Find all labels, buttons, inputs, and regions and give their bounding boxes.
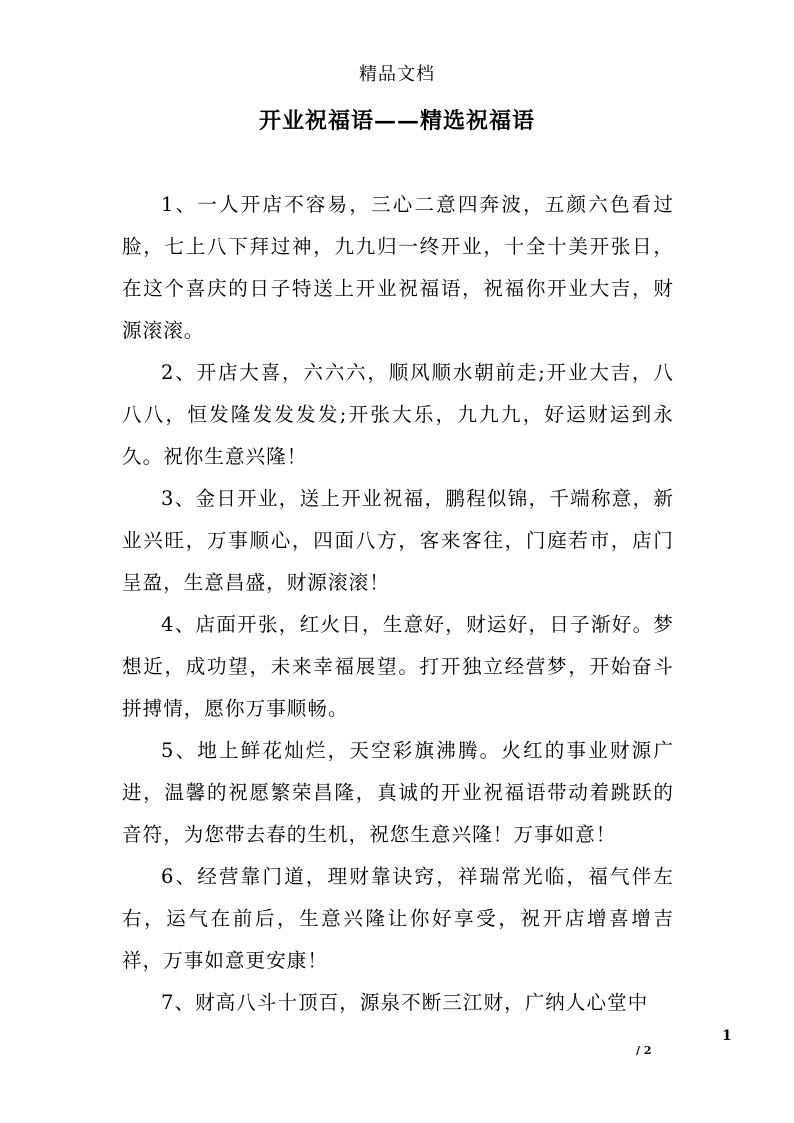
- paragraph-4: 4、店面开张，红火日，生意好，财运好，日子渐好。梦想近，成功望，未来幸福展望。打开独立经营梦，开始奋斗拼搏情，愿你万事顺畅。: [122, 613, 674, 720]
- page-total: / 2: [636, 1044, 652, 1057]
- document-body: [122, 184, 674, 1024]
- paragraph-1: 1、一人开店不容易，三心二意四奔波，五颜六色看过脸，七上八下拜过神，九九归一终开业，十全十美开张日，在这个喜庆的日子特送上开业祝福语，祝福你开业大吉，财源滚滚。: [122, 193, 674, 342]
- paragraph-7: 7、财高八斗十顶百，源泉不断三江财，广纳人心堂中: [161, 991, 649, 1014]
- paragraph-6: 6、经营靠门道，理财靠诀窍，祥瑞常光临，福气伴左右，运气在前后，生意兴隆让你好享受，祝开店增喜增吉祥，万事如意更安康！: [122, 865, 674, 972]
- page-header: 精品文档: [359, 64, 435, 85]
- page-number: 1: [722, 1028, 732, 1044]
- document-title: 开业祝福语——精选祝福语: [258, 108, 535, 134]
- paragraph-3: 3、金日开业，送上开业祝福，鹏程似锦，千端称意，新业兴旺，万事顺心，四面八方，客来客往，门庭若市，店门呈盈，生意昌盛，财源滚滚！: [122, 487, 674, 594]
- paragraph-2: 2、开店大喜，六六六，顺风顺水朝前走;开业大吉，八八八，恒发隆发发发发;开张大乐，九九九，好运财运到永久。祝你生意兴隆！: [122, 361, 674, 468]
- paragraph-5: 5、地上鲜花灿烂，天空彩旗沸腾。火红的事业财源广进，温馨的祝愿繁荣昌隆，真诚的开业祝福语带动着跳跃的音符，为您带去春的生机，祝您生意兴隆！万事如意！: [122, 739, 674, 846]
